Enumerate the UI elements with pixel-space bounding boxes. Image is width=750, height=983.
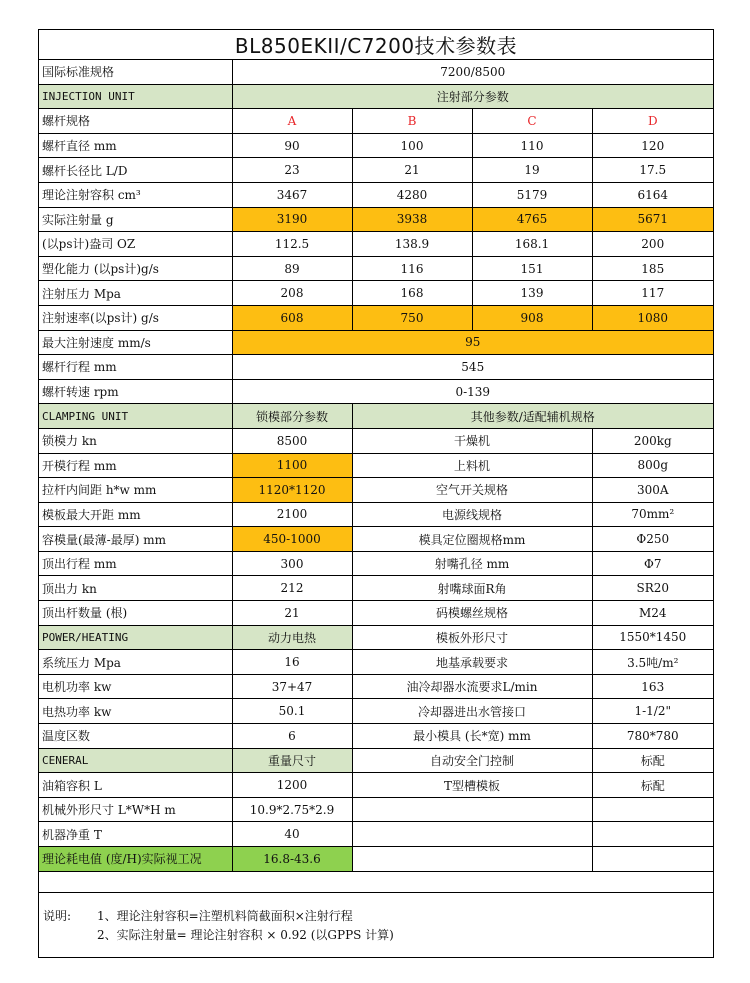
general-row-label: 机器净重 T bbox=[39, 822, 232, 847]
power-row bbox=[39, 724, 713, 749]
clamping-row bbox=[39, 453, 713, 478]
power-row-label: 电机功率 kw bbox=[39, 674, 232, 699]
injection-value: 750 bbox=[352, 305, 472, 330]
notes-section bbox=[39, 892, 713, 959]
injection-unit-header-cn: 注射部分参数 bbox=[232, 84, 713, 109]
injection-unit-header: INJECTION UNIT bbox=[39, 84, 232, 109]
injection-value: 151 bbox=[472, 256, 592, 281]
notes-prefix: 说明: bbox=[43, 909, 72, 923]
other-param-label: 干燥机 bbox=[352, 428, 592, 453]
general-header-cn: 重量尺寸 bbox=[232, 748, 352, 773]
power-row-label: 系统压力 Mpa bbox=[39, 650, 232, 675]
clamping-row-label: 顶出行程 mm bbox=[39, 551, 232, 576]
injection-value: 6164 bbox=[592, 182, 713, 207]
injection-row bbox=[39, 256, 713, 281]
other-param-label: 射嘴球面R角 bbox=[352, 576, 592, 601]
injection-value: 112.5 bbox=[232, 232, 352, 257]
power-row-label: 温度区数 bbox=[39, 724, 232, 749]
general-header: CENERAL bbox=[39, 748, 232, 773]
clamping-row bbox=[39, 527, 713, 552]
power-heating-header-cn: 动力电热 bbox=[232, 625, 352, 650]
screw-c: C bbox=[472, 109, 592, 134]
spec-label: 国际标准规格 bbox=[39, 60, 232, 85]
other-param-label bbox=[352, 797, 592, 822]
other-param-label: 码模螺丝规格 bbox=[352, 601, 592, 626]
general-value: 1200 bbox=[232, 773, 352, 798]
clamping-value: 300 bbox=[232, 551, 352, 576]
injection-value: 117 bbox=[592, 281, 713, 306]
clamping-row bbox=[39, 551, 713, 576]
injection-value: 17.5 bbox=[592, 158, 713, 183]
other-param-value: SR20 bbox=[592, 576, 713, 601]
screw-stroke-label: 螺杆行程 mm bbox=[39, 355, 232, 380]
injection-value: 139 bbox=[472, 281, 592, 306]
other-param-label: 上料机 bbox=[352, 453, 592, 478]
max-speed-label: 最大注射速度 mm/s bbox=[39, 330, 232, 355]
screw-b: B bbox=[352, 109, 472, 134]
clamping-row-label: 容模量(最薄-最厚) mm bbox=[39, 527, 232, 552]
note-line-1: 1、理论注射容积=注塑机料筒截面积×注射行程 bbox=[97, 909, 353, 923]
other-param-value: 3.5吨/m² bbox=[592, 650, 713, 675]
clamping-value: 1120*1120 bbox=[232, 478, 352, 503]
injection-value: 5179 bbox=[472, 182, 592, 207]
injection-value: 19 bbox=[472, 158, 592, 183]
other-param-value bbox=[592, 822, 713, 847]
other-param-label: 冷却器进出水管接口 bbox=[352, 699, 592, 724]
other-param-value: 标配 bbox=[592, 773, 713, 798]
other-param-value: 300A bbox=[592, 478, 713, 503]
other-param-label: 油冷却器水流要求L/min bbox=[352, 674, 592, 699]
other-param-label: 射嘴孔径 mm bbox=[352, 551, 592, 576]
power-value: 37+47 bbox=[232, 674, 352, 699]
other-param-label: T型槽模板 bbox=[352, 773, 592, 798]
injection-value: 185 bbox=[592, 256, 713, 281]
clamping-value: 2100 bbox=[232, 502, 352, 527]
other-param-label: 自动安全门控制 bbox=[352, 748, 592, 773]
clamping-value: 450-1000 bbox=[232, 527, 352, 552]
other-param-value: Φ250 bbox=[592, 527, 713, 552]
power-value: 6 bbox=[232, 724, 352, 749]
other-param-value: 800g bbox=[592, 453, 713, 478]
injection-value: 1080 bbox=[592, 305, 713, 330]
injection-value: 120 bbox=[592, 133, 713, 158]
injection-value: 23 bbox=[232, 158, 352, 183]
power-header-row bbox=[39, 625, 713, 650]
injection-value: 168 bbox=[352, 281, 472, 306]
injection-row-label: (以ps计)盎司 OZ bbox=[39, 232, 232, 257]
other-param-value: 70mm² bbox=[592, 502, 713, 527]
screw-rpm-value: 0-139 bbox=[232, 379, 713, 404]
spec-table bbox=[39, 30, 713, 872]
injection-value: 4765 bbox=[472, 207, 592, 232]
screw-label: 螺杆规格 bbox=[39, 109, 232, 134]
clamping-row bbox=[39, 428, 713, 453]
injection-row bbox=[39, 133, 713, 158]
clamping-row-label: 模板最大开距 mm bbox=[39, 502, 232, 527]
injection-row bbox=[39, 281, 713, 306]
clamping-value: 1100 bbox=[232, 453, 352, 478]
clamping-row-label: 开模行程 mm bbox=[39, 453, 232, 478]
injection-value: 208 bbox=[232, 281, 352, 306]
injection-row bbox=[39, 305, 713, 330]
other-param-value: 200kg bbox=[592, 428, 713, 453]
injection-row-label: 塑化能力 (以ps计)g/s bbox=[39, 256, 232, 281]
clamping-header-row bbox=[39, 404, 713, 429]
injection-value: 908 bbox=[472, 305, 592, 330]
general-row-label: 机械外形尺寸 L*W*H m bbox=[39, 797, 232, 822]
general-value: 40 bbox=[232, 822, 352, 847]
screw-a: A bbox=[232, 109, 352, 134]
injection-value: 89 bbox=[232, 256, 352, 281]
injection-row-label: 螺杆直径 mm bbox=[39, 133, 232, 158]
spec-sheet bbox=[38, 29, 714, 958]
page-title: BL850EKII/C7200技术参数表 bbox=[39, 30, 713, 60]
general-row bbox=[39, 797, 713, 822]
power-value: 16 bbox=[232, 650, 352, 675]
injection-value: 90 bbox=[232, 133, 352, 158]
other-param-label: 空气开关规格 bbox=[352, 478, 592, 503]
other-params-header: 其他参数/适配辅机规格 bbox=[352, 404, 713, 429]
power-row bbox=[39, 650, 713, 675]
other-param-label: 最小模具 (长*宽) mm bbox=[352, 724, 592, 749]
injection-value: 168.1 bbox=[472, 232, 592, 257]
injection-row-label: 实际注射量 g bbox=[39, 207, 232, 232]
power-row bbox=[39, 699, 713, 724]
injection-header-row bbox=[39, 84, 713, 109]
injection-value: 3938 bbox=[352, 207, 472, 232]
screw-stroke-row bbox=[39, 355, 713, 380]
general-value: 10.9*2.75*2.9 bbox=[232, 797, 352, 822]
energy-blank bbox=[352, 847, 592, 872]
other-param-label: 地基承载要求 bbox=[352, 650, 592, 675]
injection-row bbox=[39, 158, 713, 183]
spec-value: 7200/8500 bbox=[232, 60, 713, 85]
other-param-value: 780*780 bbox=[592, 724, 713, 749]
other-param-value: M24 bbox=[592, 601, 713, 626]
general-row bbox=[39, 822, 713, 847]
injection-value: 200 bbox=[592, 232, 713, 257]
clamping-row-label: 锁模力 kn bbox=[39, 428, 232, 453]
injection-value: 608 bbox=[232, 305, 352, 330]
other-param-value: Φ7 bbox=[592, 551, 713, 576]
note-line-2: 2、实际注射量= 理论注射容积 × 0.92 (以GPPS 计算) bbox=[97, 928, 394, 942]
clamping-value: 21 bbox=[232, 601, 352, 626]
clamping-row bbox=[39, 478, 713, 503]
other-param-label: 模板外形尺寸 bbox=[352, 625, 592, 650]
injection-row bbox=[39, 182, 713, 207]
screw-rpm-label: 螺杆转速 rpm bbox=[39, 379, 232, 404]
injection-row-label: 注射压力 Mpa bbox=[39, 281, 232, 306]
other-param-label: 电源线规格 bbox=[352, 502, 592, 527]
general-header-row bbox=[39, 748, 713, 773]
injection-row-label: 注射速率(以ps计) g/s bbox=[39, 305, 232, 330]
screw-d: D bbox=[592, 109, 713, 134]
other-param-value: 1550*1450 bbox=[592, 625, 713, 650]
injection-value: 138.9 bbox=[352, 232, 472, 257]
clamping-row bbox=[39, 502, 713, 527]
power-row-label: 电热功率 kw bbox=[39, 699, 232, 724]
clamping-row bbox=[39, 576, 713, 601]
power-value: 50.1 bbox=[232, 699, 352, 724]
clamping-row-label: 顶出杆数量 (根) bbox=[39, 601, 232, 626]
energy-blank bbox=[592, 847, 713, 872]
other-param-label bbox=[352, 822, 592, 847]
injection-value: 110 bbox=[472, 133, 592, 158]
other-param-value bbox=[592, 797, 713, 822]
other-param-label: 模具定位圈规格mm bbox=[352, 527, 592, 552]
injection-row bbox=[39, 207, 713, 232]
injection-value: 100 bbox=[352, 133, 472, 158]
spec-row bbox=[39, 60, 713, 85]
title-row bbox=[39, 30, 713, 60]
injection-row-label: 螺杆长径比 L/D bbox=[39, 158, 232, 183]
clamping-row-label: 顶出力 kn bbox=[39, 576, 232, 601]
clamping-value: 212 bbox=[232, 576, 352, 601]
injection-value: 3190 bbox=[232, 207, 352, 232]
clamping-row bbox=[39, 601, 713, 626]
other-param-value: 1-1/2" bbox=[592, 699, 713, 724]
other-param-value: 标配 bbox=[592, 748, 713, 773]
injection-value: 116 bbox=[352, 256, 472, 281]
injection-value: 4280 bbox=[352, 182, 472, 207]
max-speed-row bbox=[39, 330, 713, 355]
injection-value: 3467 bbox=[232, 182, 352, 207]
injection-row-label: 理论注射容积 cm³ bbox=[39, 182, 232, 207]
clamping-row-label: 拉杆内间距 h*w mm bbox=[39, 478, 232, 503]
max-speed-value: 95 bbox=[232, 330, 713, 355]
energy-label: 理论耗电值 (度/H)实际视工况 bbox=[39, 847, 232, 872]
injection-row bbox=[39, 232, 713, 257]
injection-value: 21 bbox=[352, 158, 472, 183]
general-row bbox=[39, 773, 713, 798]
power-row bbox=[39, 674, 713, 699]
injection-value: 5671 bbox=[592, 207, 713, 232]
clamping-value: 8500 bbox=[232, 428, 352, 453]
general-row-label: 油箱容积 L bbox=[39, 773, 232, 798]
clamping-unit-header-cn: 锁模部分参数 bbox=[232, 404, 352, 429]
screw-stroke-value: 545 bbox=[232, 355, 713, 380]
screw-rpm-row bbox=[39, 379, 713, 404]
other-param-value: 163 bbox=[592, 674, 713, 699]
energy-value: 16.8-43.6 bbox=[232, 847, 352, 872]
energy-row bbox=[39, 847, 713, 872]
clamping-unit-header: CLAMPING UNIT bbox=[39, 404, 232, 429]
power-heating-header: POWER/HEATING bbox=[39, 625, 232, 650]
screw-label-row bbox=[39, 109, 713, 134]
